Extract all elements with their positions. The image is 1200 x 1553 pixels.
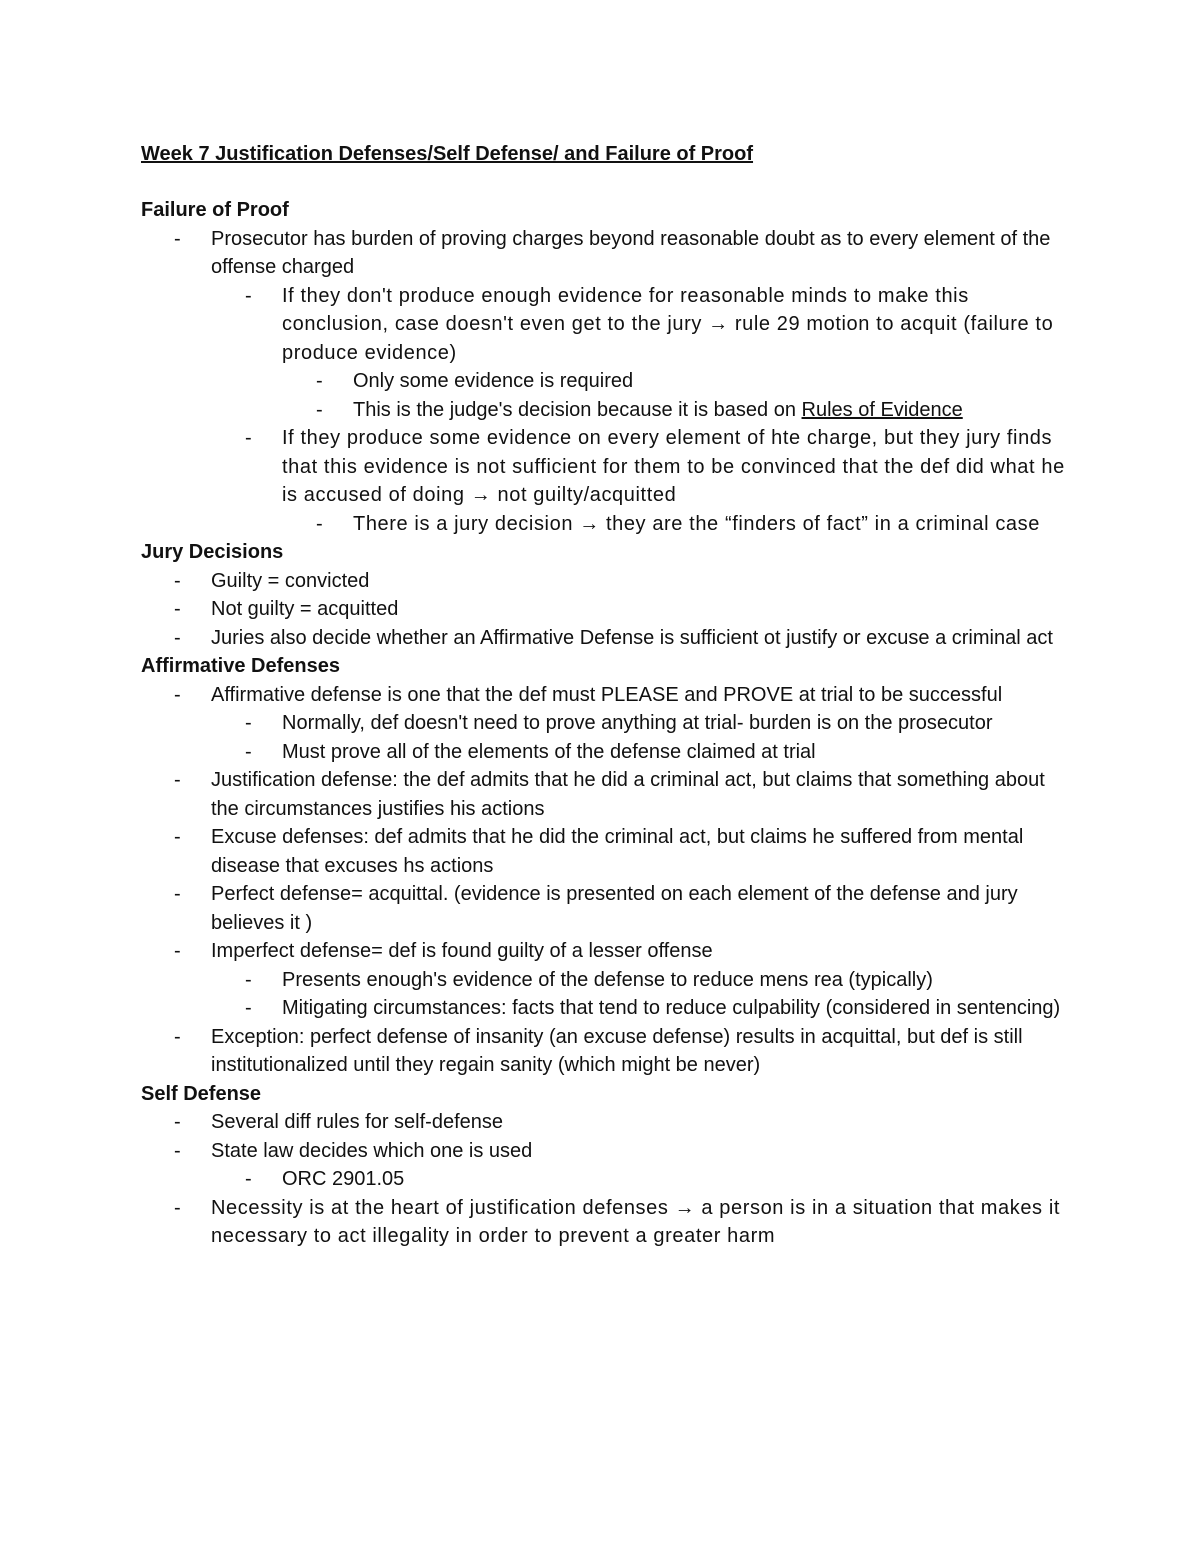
list-item: - State law decides which one is used bbox=[141, 1137, 1071, 1166]
bullet-dash: - bbox=[245, 284, 253, 307]
list-jury-decisions bbox=[141, 567, 1071, 653]
list-item: - Normally, def doesn't need to prove anything at trial- burden is on the prosecutor bbox=[141, 709, 1071, 738]
list-item: - Mitigating circumstances: facts that tend to reduce culpability (considered in sentencing) bbox=[141, 994, 1071, 1023]
bullet-dash: - bbox=[174, 1025, 181, 1048]
list-item: - Prosecutor has burden of proving charges beyond reasonable doubt as to every element of the offense charged bbox=[141, 225, 1071, 282]
bullet-dash: - bbox=[174, 883, 181, 905]
list-item: - Guilty = convicted bbox=[141, 567, 1071, 596]
bullet-dash: - bbox=[245, 427, 253, 449]
bullet-dash: - bbox=[174, 1139, 181, 1162]
list-item: - Not guilty = acquitted bbox=[141, 595, 1071, 624]
list-item: - Excuse defenses: def admits that he did the criminal act, but claims he suffered from mental disease that excuses hs actions bbox=[141, 823, 1071, 880]
bullet-dash: - bbox=[245, 968, 252, 991]
list-item: - Justification defense: the def admits that he did a criminal act, but claims that something about the circumstances justifies his actions bbox=[141, 766, 1071, 823]
heading-jury-decisions: Jury Decisions bbox=[141, 541, 284, 563]
bullet-dash: - bbox=[245, 712, 252, 734]
list-item: - Exception: perfect defense of insanity (an excuse defense) results in acquittal, but def is still institutionalized until they regain sanity (which might be never) bbox=[141, 1023, 1071, 1080]
bullet-dash: - bbox=[245, 1168, 252, 1190]
bullet-dash: - bbox=[174, 1196, 182, 1219]
bullet-dash: - bbox=[174, 626, 181, 649]
list-item: - ORC 2901.05 bbox=[141, 1165, 1071, 1194]
list-item: - Must prove all of the elements of the defense claimed at trial bbox=[141, 738, 1071, 767]
list-affirmative-defenses bbox=[141, 681, 1071, 1080]
list-item: - Several diff rules for self-defense bbox=[141, 1108, 1071, 1137]
list-item: - This is the judge's decision because it is based on Rules of Evidence bbox=[141, 396, 1071, 425]
bullet-dash: - bbox=[174, 1111, 181, 1133]
bullet-dash: - bbox=[316, 398, 323, 421]
bullet-dash: - bbox=[174, 940, 181, 962]
bullet-dash: - bbox=[174, 227, 181, 250]
list-item: - There is a jury decision → they are the “finders of fact” in a criminal case bbox=[141, 510, 1071, 539]
list-item: - Perfect defense= acquittal. (evidence is presented on each element of the defense and jury believes it ) bbox=[141, 880, 1071, 937]
rules-of-evidence-link[interactable]: Rules of Evidence bbox=[801, 398, 963, 421]
bullet-dash: - bbox=[316, 512, 324, 535]
list-item: - Presents enough's evidence of the defense to reduce mens rea (typically) bbox=[141, 966, 1071, 995]
bullet-dash: - bbox=[174, 598, 181, 620]
list-item: - Juries also decide whether an Affirmative Defense is sufficient ot justify or excuse a criminal act bbox=[141, 624, 1071, 653]
bullet-dash: - bbox=[245, 740, 252, 763]
heading-affirmative-defenses: Affirmative Defenses bbox=[141, 655, 340, 677]
list-item: - Imperfect defense= def is found guilty of a lesser offense bbox=[141, 937, 1071, 966]
list-item: - Affirmative defense is one that the def must PLEASE and PROVE at trial to be successful bbox=[141, 681, 1071, 710]
heading-self-defense: Self Defense bbox=[141, 1082, 262, 1105]
list-item: - If they don't produce enough evidence for reasonable minds to make this conclusion, case doesn't even get to the jury → rule 29 motion to acquit (failure to produce evidence) bbox=[141, 282, 1071, 368]
bullet-dash: - bbox=[174, 769, 181, 791]
list-item: - Only some evidence is required bbox=[141, 367, 1071, 396]
bullet-dash: - bbox=[245, 997, 252, 1019]
list-self-defense bbox=[141, 1108, 1071, 1251]
list-item: - If they produce some evidence on every element of hte charge, but they jury finds that this evidence is not sufficient for them to be convinced that the def did what he is accused of doing → not guilty/acquitted bbox=[141, 424, 1071, 510]
heading-failure-of-proof: Failure of Proof bbox=[141, 199, 289, 221]
bullet-dash: - bbox=[174, 683, 181, 706]
bullet-dash: - bbox=[316, 370, 323, 392]
list-item: - Necessity is at the heart of justification defenses → a person is in a situation that makes it necessary to act illegality in order to prevent a greater harm bbox=[141, 1194, 1071, 1251]
bullet-dash: - bbox=[174, 569, 181, 592]
page-title: Week 7 Justification Defenses/Self Defense/ and Failure of Proof bbox=[141, 143, 754, 165]
list-failure-of-proof bbox=[141, 225, 1071, 539]
document-body bbox=[141, 140, 1071, 1251]
bullet-dash: - bbox=[174, 826, 181, 848]
